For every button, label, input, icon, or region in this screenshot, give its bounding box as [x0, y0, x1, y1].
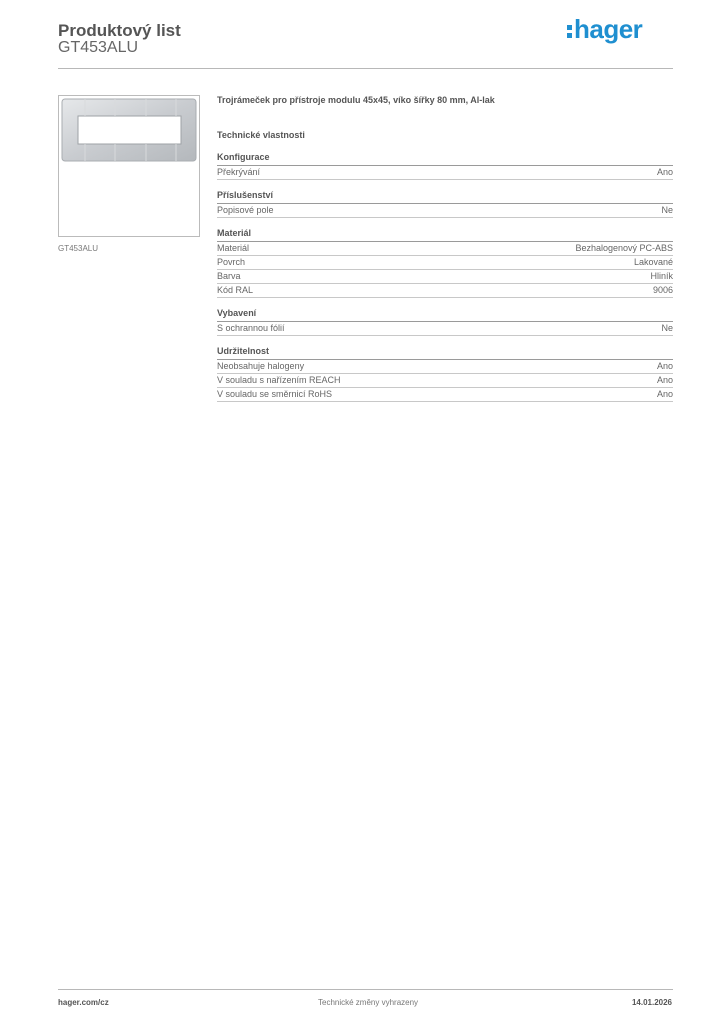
property-row [217, 242, 673, 256]
footer-date: 14.01.2026 [631, 998, 672, 1007]
section-prislusenstvi [217, 190, 673, 218]
property-label: Neobsahuje halogeny [217, 361, 305, 371]
property-label: Materiál [217, 243, 250, 253]
section-title: Materiál [217, 228, 673, 242]
property-value: Ano [656, 375, 673, 385]
section-udrzitelnost [217, 346, 673, 402]
property-row [217, 270, 673, 284]
property-value: Ano [656, 389, 673, 399]
footer-notice: Technické změny vyhrazeny [318, 998, 419, 1007]
property-label: Kód RAL [217, 285, 254, 295]
section-vybaveni [217, 308, 673, 336]
property-row [217, 284, 673, 298]
section-material [217, 228, 673, 298]
frame-illustration-icon [59, 96, 199, 236]
property-value: Ano [656, 361, 673, 371]
header-divider [58, 68, 673, 69]
property-label: Překrývání [217, 167, 261, 177]
section-konfigurace [217, 152, 673, 180]
logo-text: hager [574, 14, 643, 44]
product-image [58, 95, 200, 237]
property-value: Ne [661, 323, 673, 333]
property-row [217, 374, 673, 388]
property-value: Ano [656, 167, 673, 177]
tech-properties-heading: Technické vlastnosti [217, 130, 305, 140]
property-label: Barva [217, 271, 241, 281]
property-row [217, 166, 673, 180]
property-row [217, 322, 673, 336]
section-title: Příslušenství [217, 190, 673, 204]
footer-divider [58, 989, 673, 990]
property-label: S ochrannou fólií [217, 323, 285, 333]
image-caption: GT453ALU [58, 244, 99, 253]
property-row [217, 256, 673, 270]
property-value: 9006 [652, 285, 673, 295]
section-title: Udržitelnost [217, 346, 673, 360]
property-label: Povrch [217, 257, 246, 267]
page-title: Produktový list [58, 21, 181, 40]
property-value: Bezhalogenový PC-ABS [575, 243, 673, 253]
logo-dots-icon [567, 20, 573, 40]
product-description: Trojrámeček pro přístroje modulu 45x45, víko šířky 80 mm, Al-lak [217, 95, 495, 105]
footer-website-link[interactable]: hager.com/cz [58, 998, 109, 1007]
property-label: Popisové pole [217, 205, 274, 215]
section-title: Vybavení [217, 308, 673, 322]
property-value: Ne [661, 205, 673, 215]
product-details [217, 95, 673, 402]
product-code: GT453ALU [58, 39, 139, 56]
property-value: Hliník [650, 271, 673, 281]
property-row [217, 204, 673, 218]
property-label: V souladu se směrnicí RoHS [217, 389, 333, 399]
property-value: Lakované [633, 257, 673, 267]
hager-logo [567, 14, 642, 45]
property-row [217, 360, 673, 374]
section-title: Konfigurace [217, 152, 673, 166]
property-label: V souladu s nařízením REACH [217, 375, 341, 385]
property-row [217, 388, 673, 402]
